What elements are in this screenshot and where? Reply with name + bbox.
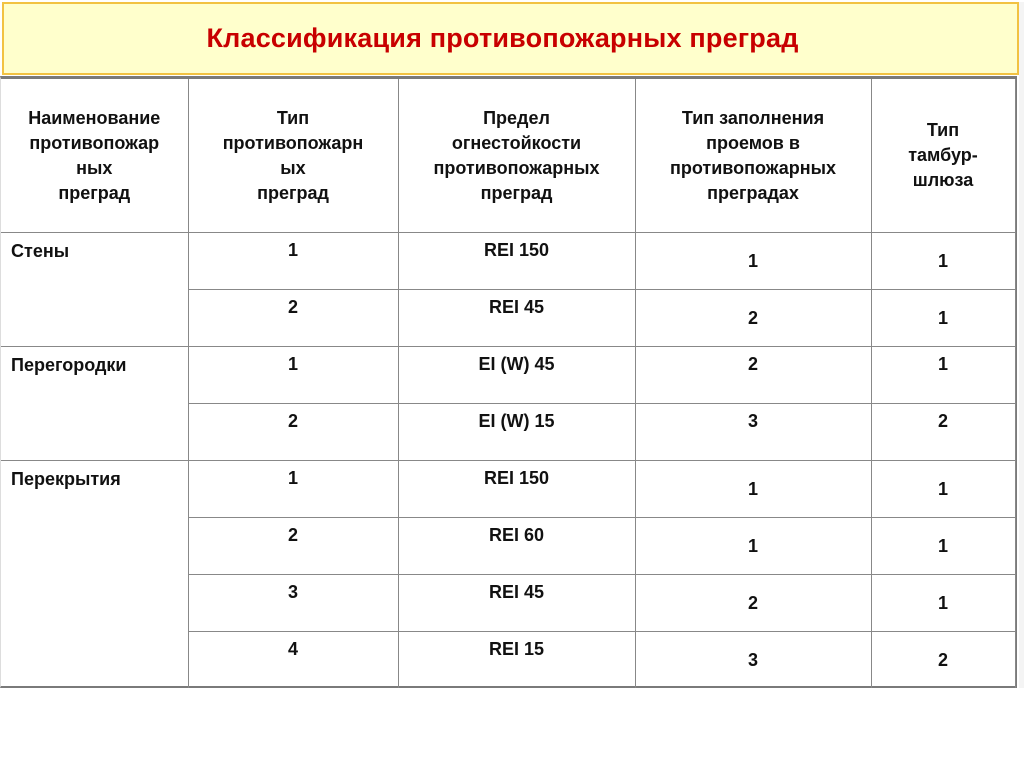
header-opening-fill-text bbox=[670, 106, 836, 206]
bottom-area bbox=[0, 688, 1017, 767]
header-opening-fill bbox=[635, 79, 871, 233]
cell-opening-fill: 2 bbox=[635, 290, 871, 347]
side-shadow bbox=[1019, 2, 1024, 688]
cell-airlock: 1 bbox=[871, 290, 1015, 347]
cell-type: 2 bbox=[188, 290, 398, 347]
cell-opening-fill: 1 bbox=[635, 233, 871, 290]
classification-table bbox=[1, 79, 1016, 689]
cell-fire-limit: REI 45 bbox=[398, 290, 635, 347]
cell-type: 1 bbox=[188, 347, 398, 404]
cell-fire-limit: REI 45 bbox=[398, 575, 635, 632]
cell-opening-fill: 1 bbox=[635, 461, 871, 518]
group-name-partitions: Перегородки bbox=[1, 347, 188, 461]
cell-fire-limit: EI (W) 15 bbox=[398, 404, 635, 461]
cell-airlock: 1 bbox=[871, 347, 1015, 404]
header-line: Тип заполнения bbox=[681, 107, 825, 128]
header-line: ых bbox=[280, 157, 306, 178]
header-type-text bbox=[223, 106, 364, 206]
cell-fire-limit: REI 150 bbox=[398, 461, 635, 518]
cell-fire-limit: EI (W) 45 bbox=[398, 347, 635, 404]
cell-opening-fill: 3 bbox=[635, 404, 871, 461]
header-line: ных bbox=[76, 157, 113, 178]
group-name-walls: Стены bbox=[1, 233, 188, 347]
header-line: противопожар bbox=[29, 132, 160, 153]
header-line: преград bbox=[58, 182, 131, 203]
header-fire-limit-text bbox=[434, 106, 600, 206]
header-line: Предел bbox=[483, 107, 550, 128]
header-line: огнестойкости bbox=[451, 132, 582, 153]
header-type bbox=[188, 79, 398, 233]
header-name-text bbox=[28, 106, 160, 206]
cell-fire-limit: REI 150 bbox=[398, 233, 635, 290]
header-line: тамбур- bbox=[908, 145, 978, 165]
classification-table-wrap bbox=[0, 76, 1017, 688]
header-line: противопожарных bbox=[433, 157, 600, 178]
cell-opening-fill: 3 bbox=[635, 632, 871, 689]
cell-opening-fill: 2 bbox=[635, 575, 871, 632]
header-line: проемов в bbox=[706, 132, 800, 153]
cell-fire-limit: REI 60 bbox=[398, 518, 635, 575]
header-line: преград bbox=[480, 182, 553, 203]
cell-airlock: 1 bbox=[871, 233, 1015, 290]
cell-type: 1 bbox=[188, 461, 398, 518]
header-name bbox=[1, 79, 188, 233]
cell-type: 2 bbox=[188, 518, 398, 575]
group-name-floors: Перекрытия bbox=[1, 461, 188, 689]
header-line: шлюза bbox=[912, 170, 974, 190]
cell-opening-fill: 2 bbox=[635, 347, 871, 404]
header-line: противопожарн bbox=[222, 132, 364, 153]
header-line: Наименование bbox=[28, 107, 161, 128]
cell-type: 4 bbox=[188, 632, 398, 689]
cell-airlock: 2 bbox=[871, 632, 1015, 689]
cell-type: 1 bbox=[188, 233, 398, 290]
cell-airlock: 1 bbox=[871, 518, 1015, 575]
cell-type: 3 bbox=[188, 575, 398, 632]
header-fire-limit bbox=[398, 79, 635, 233]
cell-airlock: 1 bbox=[871, 575, 1015, 632]
header-row bbox=[1, 79, 1015, 233]
header-line: противопожарных bbox=[670, 157, 836, 178]
header-line: Тип bbox=[926, 120, 960, 140]
cell-opening-fill: 1 bbox=[635, 518, 871, 575]
page-title: Классификация противопожарных преград bbox=[206, 23, 799, 53]
header-line: преград bbox=[257, 182, 329, 203]
header-airlock-text bbox=[908, 118, 978, 193]
table-row bbox=[1, 233, 1015, 290]
header-line: Тип bbox=[276, 107, 310, 128]
cell-airlock: 1 bbox=[871, 461, 1015, 518]
cell-fire-limit: REI 15 bbox=[398, 632, 635, 689]
header-airlock bbox=[871, 79, 1015, 233]
table-row bbox=[1, 347, 1015, 404]
cell-type: 2 bbox=[188, 404, 398, 461]
table-row bbox=[1, 461, 1015, 518]
title-bar bbox=[2, 2, 1019, 75]
header-line: преградах bbox=[707, 182, 799, 203]
cell-airlock: 2 bbox=[871, 404, 1015, 461]
